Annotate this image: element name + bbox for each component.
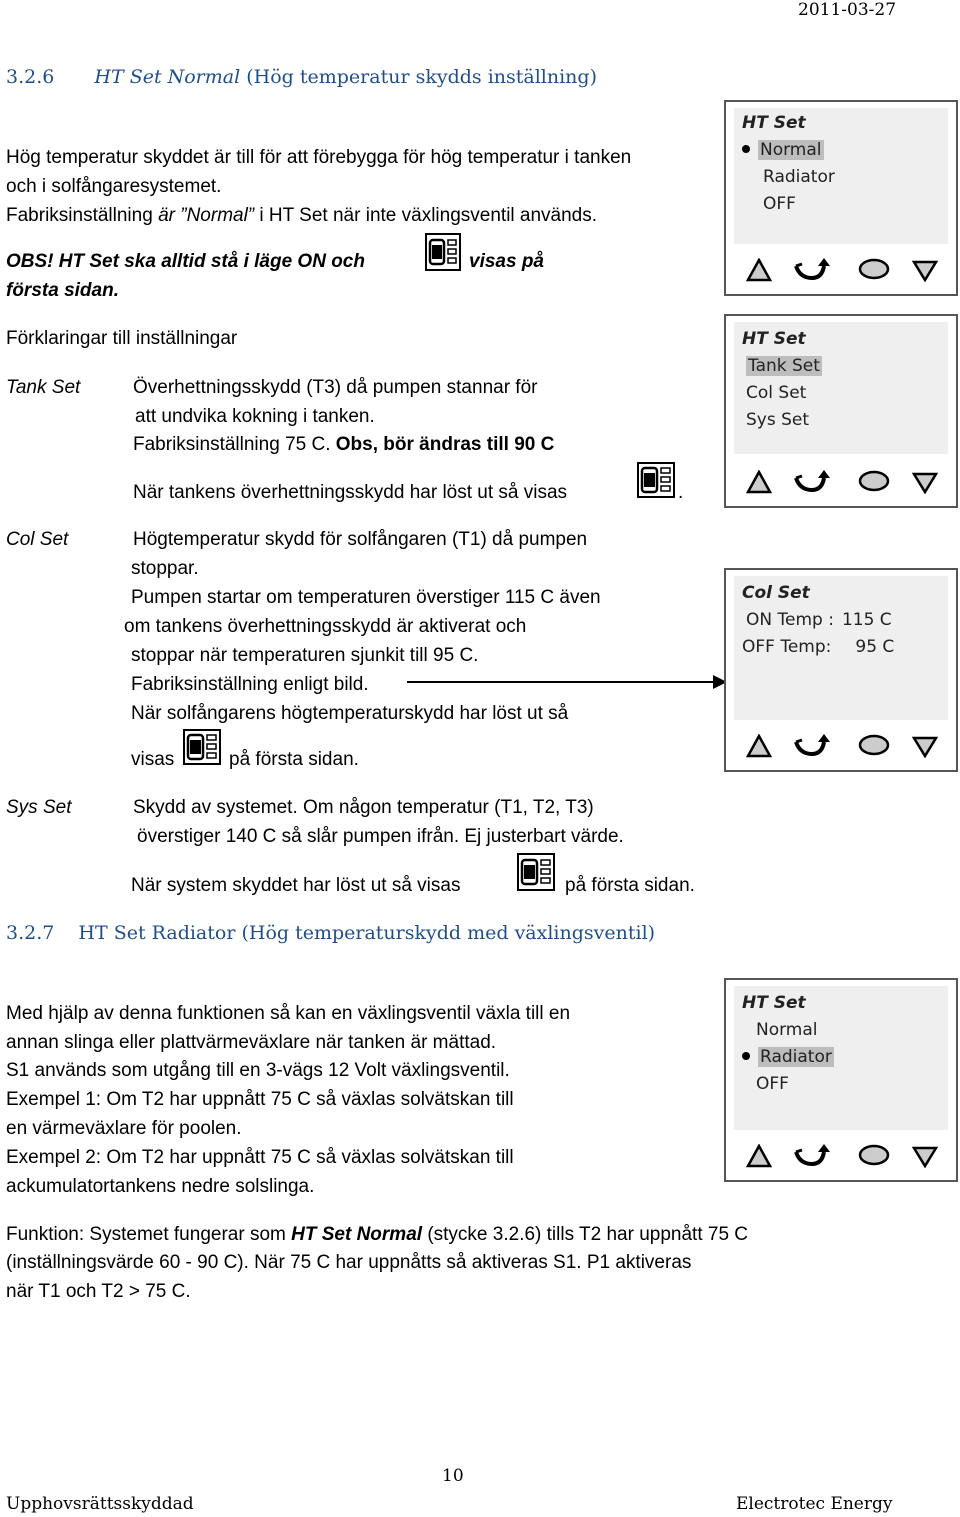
off-temp-value: 95 C [855,637,895,657]
obs-line [6,250,365,274]
obs-line-2: första sidan. [6,280,119,301]
sys-line: överstiger 140 C så slår pumpen ifrån. Ej justerbart värde. [137,826,624,847]
paragraph-line: och i solfångaresystemet. [6,176,222,197]
col-line: Pumpen startar om temperaturen överstiger 115 C även [131,587,601,608]
enter-arrow-button[interactable] [792,468,832,496]
down-triangle-button[interactable] [912,260,938,282]
menu-item-radiator[interactable]: Radiator [763,167,835,187]
tank-set-label: Tank Set [6,377,81,398]
panel-title: HT Set [742,113,806,133]
menu-item-label: Tank Set [748,356,820,376]
controller-panel-ht-set-radiator [724,978,958,1182]
col-line: När solfångarens högtemperaturskydd har löst ut så [131,703,569,724]
text-span: Fabriksinställning [6,205,159,226]
pointer-arrow [405,672,730,692]
menu-item-off[interactable]: OFF [763,194,796,214]
menu-item-tank-set[interactable] [746,355,822,377]
paragraph-line: Hög temperatur skyddet är till för att förebygga för hög temperatur i tanken [6,147,632,168]
col-line: stoppar när temperaturen sjunkit till 95 C. [131,645,479,666]
panel-title: HT Set [742,329,806,349]
header-date: 2011-03-27 [798,0,897,20]
menu-item-label: Normal [760,140,822,160]
menu-item-normal[interactable]: Normal [756,1020,818,1040]
menu-item-col-set[interactable]: Col Set [746,383,807,403]
display-icon [636,461,676,499]
paragraph-line: Exempel 2: Om T2 har uppnått 75 C så växlas solvätskan till [6,1147,514,1168]
panel-buttons [726,248,956,288]
sys-line: Skydd av systemet. Om någon temperatur (T1, T2, T3) [133,797,594,818]
menu-item-normal[interactable] [742,139,824,161]
panel-screen [734,108,948,244]
display-icon [182,728,222,766]
on-temp-row[interactable] [746,609,892,631]
controller-panel-col-set [724,568,958,772]
display-icon [424,232,462,272]
tank-line: att undvika kokning i tanken. [135,406,375,427]
menu-item-off[interactable]: OFF [756,1074,789,1094]
off-temp-row[interactable] [742,636,894,658]
tank-line: När tankens överhettningsskydd har löst ut så visas [133,482,568,503]
down-triangle-button[interactable] [912,736,938,758]
controller-panel-ht-set-menu [724,314,958,508]
select-oval-button[interactable] [858,1144,890,1166]
explanations-title: Förklaringar till inställningar [6,328,238,349]
sys-line: När system skyddet har löst ut så visas [131,875,461,896]
selected-bullet [742,145,750,153]
panel-title: Col Set [742,583,810,603]
panel-screen [734,986,948,1130]
text-span: i HT Set när inte växlingsventil används. [254,205,598,226]
panel-buttons [726,724,956,764]
panel-screen [734,576,948,720]
text-span: OBS! HT Set ska alltid stå i läge ON och [6,251,365,272]
display-icon [516,852,556,892]
off-temp-label: OFF Temp: [742,637,832,657]
enter-arrow-button[interactable] [792,732,832,760]
text-span: är ”Normal” [158,205,255,226]
tank-line [133,433,554,457]
paragraph-line: Med hjälp av denna funktionen så kan en växlingsventil växla till en [6,1003,571,1024]
paragraph-line: annan slinga eller plattvärmeväxlare när tanken är mättad. [6,1032,497,1053]
controller-panel-ht-set-normal [724,100,958,296]
obs-line-end: visas på [469,251,544,272]
text-span: (stycke 3.2.6) tills T2 har uppnått 75 C [422,1224,749,1245]
function-line: när T1 och T2 > 75 C. [6,1281,191,1302]
paragraph-line: ackumulatortankens nedre solslinga. [6,1176,315,1197]
panel-screen [734,322,948,454]
tank-line: Överhettningsskydd (T3) då pumpen stannar för [133,377,538,398]
down-triangle-button[interactable] [912,1146,938,1168]
section-title-italic: HT Set Normal [94,66,241,88]
on-temp-label: ON Temp : [746,610,834,630]
up-triangle-button[interactable] [746,258,772,282]
paragraph-line: S1 används som utgång till en 3-vägs 12 Volt växlingsventil. [6,1060,510,1081]
function-line [6,1223,748,1247]
section-heading-326 [6,66,597,88]
up-triangle-button[interactable] [746,1144,772,1168]
up-triangle-button[interactable] [746,734,772,758]
enter-arrow-button[interactable] [792,1142,832,1170]
footer-right: Electrotec Energy [736,1494,893,1514]
selected-bullet [742,1052,750,1060]
col-line: stoppar. [131,558,199,579]
section-title: HT Set Radiator (Hög temperaturskydd med växlingsventil) [78,922,656,944]
panel-buttons [726,1134,956,1174]
sys-line: på första sidan. [565,875,695,896]
section-number: 3.2.7 [6,922,55,944]
text-span: HT Set Normal [291,1224,423,1245]
select-oval-button[interactable] [858,258,890,280]
section-title-rest: (Hög temperatur skydds inställning) [246,66,597,88]
menu-item-label: Radiator [760,1047,832,1067]
paragraph-line: Exempel 1: Om T2 har uppnått 75 C så växlas solvätskan till [6,1089,514,1110]
col-set-label: Col Set [6,529,69,550]
period: . [678,482,684,503]
footer-left: Upphovsrättsskyddad [6,1494,194,1514]
sys-set-label: Sys Set [6,797,72,818]
col-line: om tankens överhettningsskydd är aktiverat och [124,616,527,637]
col-line: visas [131,749,175,770]
function-line: (inställningsvärde 60 - 90 C). När 75 C har uppnåtts så aktiveras S1. P1 aktiveras [6,1252,692,1273]
text-span: Fabriksinställning 75 C. [133,434,336,455]
text-span: Funktion: Systemet fungerar som [6,1224,292,1245]
section-heading-327 [6,922,655,944]
menu-item-sys-set[interactable]: Sys Set [746,410,810,430]
up-triangle-button[interactable] [746,470,772,494]
col-line: Fabriksinställning enligt bild. [131,674,369,695]
on-temp-value: 115 C [841,610,892,630]
page-number: 10 [442,1466,464,1486]
paragraph-line: en värmeväxlare för poolen. [6,1118,242,1139]
col-line: Högtemperatur skydd för solfångaren (T1) då pumpen [133,529,588,550]
menu-item-radiator[interactable] [742,1046,834,1068]
select-oval-button[interactable] [858,734,890,756]
paragraph-line [6,204,597,228]
enter-arrow-button[interactable] [792,256,832,284]
section-number: 3.2.6 [6,66,55,88]
panel-buttons [726,460,956,500]
col-line: på första sidan. [229,749,359,770]
text-span: Obs, bör ändras till 90 C [335,434,555,455]
panel-title: HT Set [742,993,806,1013]
down-triangle-button[interactable] [912,472,938,494]
select-oval-button[interactable] [858,470,890,492]
